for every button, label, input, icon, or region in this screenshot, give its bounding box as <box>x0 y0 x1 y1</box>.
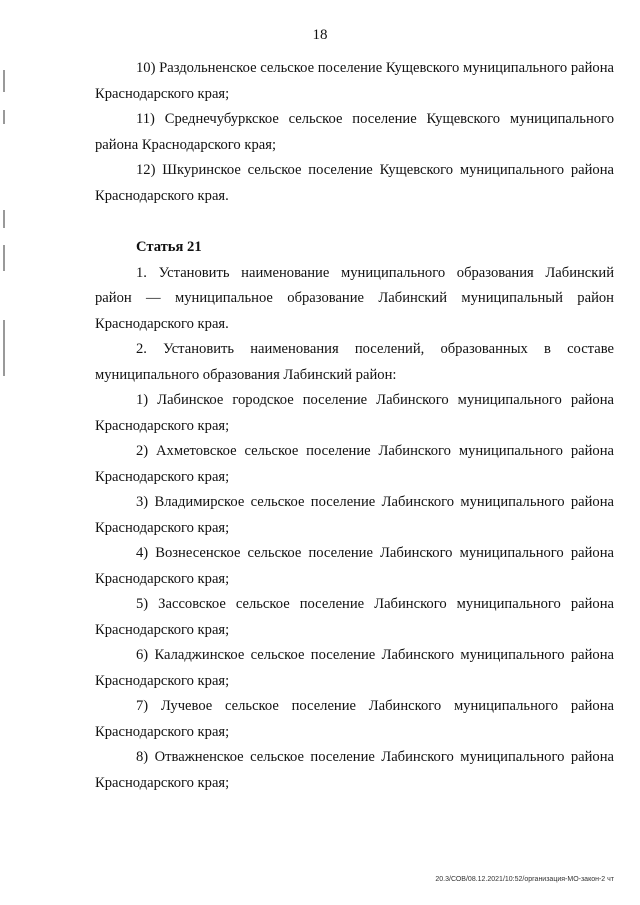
list-item: 2) Ахметовское сельское поселение Лабинского муниципального района Краснодарского края; <box>95 443 614 485</box>
list-item: 12) Шкуринское сельское поселение Кущевского муниципального района Краснодарского края. <box>95 162 614 204</box>
scan-mark <box>3 245 5 271</box>
list-item: 4) Вознесенское сельское поселение Лабинского муниципального района Краснодарского края; <box>95 545 614 587</box>
list-item: 5) Зассовское сельское поселение Лабинского муниципального района Краснодарского края; <box>95 596 614 638</box>
scan-mark <box>3 110 5 124</box>
list-item: 10) Раздольненское сельское поселение Кущевского муниципального района Краснодарского края; <box>95 60 614 102</box>
list-item: 1) Лабинское городское поселение Лабинского муниципального района Краснодарского края; <box>95 392 614 434</box>
scan-mark <box>3 210 5 228</box>
document-footer-code: 20.3/СОВ/08.12.2021/10:52/организация-МО-закон-2 чт <box>435 876 614 883</box>
document-body <box>95 56 614 796</box>
page-number: 18 <box>312 27 328 43</box>
article-heading: Статья 21 <box>136 239 202 255</box>
scan-mark <box>3 70 5 92</box>
list-item: 11) Среднечубуркское сельское поселение Кущевского муниципального района Краснодарского края; <box>95 111 614 153</box>
list-item: 8) Отважненское сельское поселение Лабинского муниципального района Краснодарского края; <box>95 749 614 791</box>
paragraph: 2. Установить наименования поселений, образованных в составе муниципального образования Лабинский район: <box>95 341 614 383</box>
spacer <box>95 209 614 235</box>
paragraph: 1. Установить наименование муниципального образования Лабинский район — муниципальное образование Лабинский муниципальный район Краснодарского края. <box>95 264 614 332</box>
scan-mark <box>3 320 5 376</box>
margin-scan-marks <box>2 70 8 380</box>
list-item: 3) Владимирское сельское поселение Лабинского муниципального района Краснодарского края; <box>95 494 614 536</box>
list-item: 6) Каладжинское сельское поселение Лабинского муниципального района Краснодарского края; <box>95 647 614 689</box>
list-item: 7) Лучевое сельское поселение Лабинского муниципального района Краснодарского края; <box>95 698 614 740</box>
